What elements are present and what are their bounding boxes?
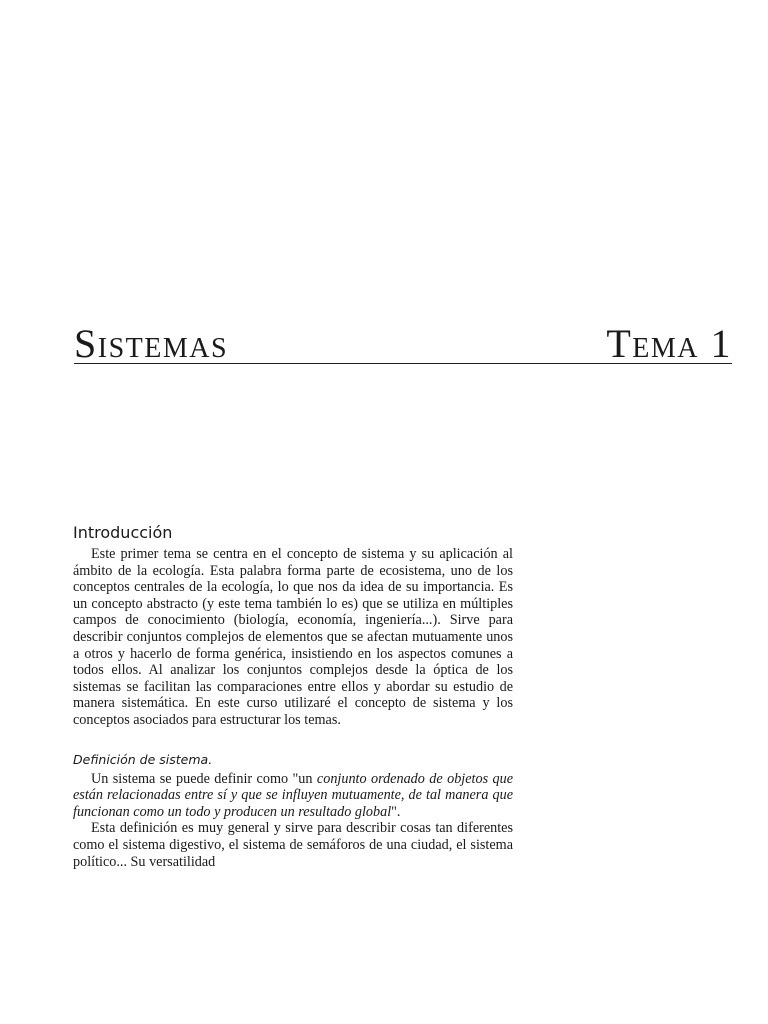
definition-text-after: ". — [391, 803, 401, 820]
chapter-title: Sistemas — [74, 321, 229, 366]
definition-text-before: Un sistema se puede definir como "un — [91, 770, 317, 787]
chapter-number: Tema 1 — [606, 321, 732, 366]
subsection-heading-definicion: Definición de sistema. — [73, 751, 213, 767]
section-heading-introduccion: Introducción — [73, 523, 173, 542]
definition-paragraph — [73, 771, 513, 821]
chapter-header — [74, 321, 732, 366]
page-content — [73, 522, 513, 870]
versatility-paragraph: Esta definición es muy general y sirve para describir cosas tan diferentes como el sistema digestivo, el sistema de semáforos de una ciudad, el sistema político... Su versatilidad — [73, 820, 513, 870]
definition-quote: conjunto ordenado de objetos que están relacionadas entre sí y que se influyen mutuamente, de tal manera que funcionan como un todo y producen un resultado global — [73, 770, 513, 820]
intro-paragraph: Este primer tema se centra en el concepto de sistema y su aplicación al ámbito de la ecología. Esta palabra forma parte de ecosistema, uno de los conceptos centrales de la ecología, lo que nos da idea de su importancia. Es un concepto abstracto (y este tema también lo es) que se utiliza en múltiples campos de conocimiento (biología, economía, ingeniería...). Sirve para describir conjuntos complejos de elementos que se afectan mutuamente unos a otros y hacerlo de forma genérica, insistiendo en los aspectos comunes a todos ellos. Al analizar los conjuntos complejos desde la óptica de los sistemas se facilitan las comparaciones entre ellos y abordar su estudio de manera sistemática. En este curso utilizaré el concepto de sistema y los conceptos asociados para estructurar los temas. — [73, 546, 513, 728]
